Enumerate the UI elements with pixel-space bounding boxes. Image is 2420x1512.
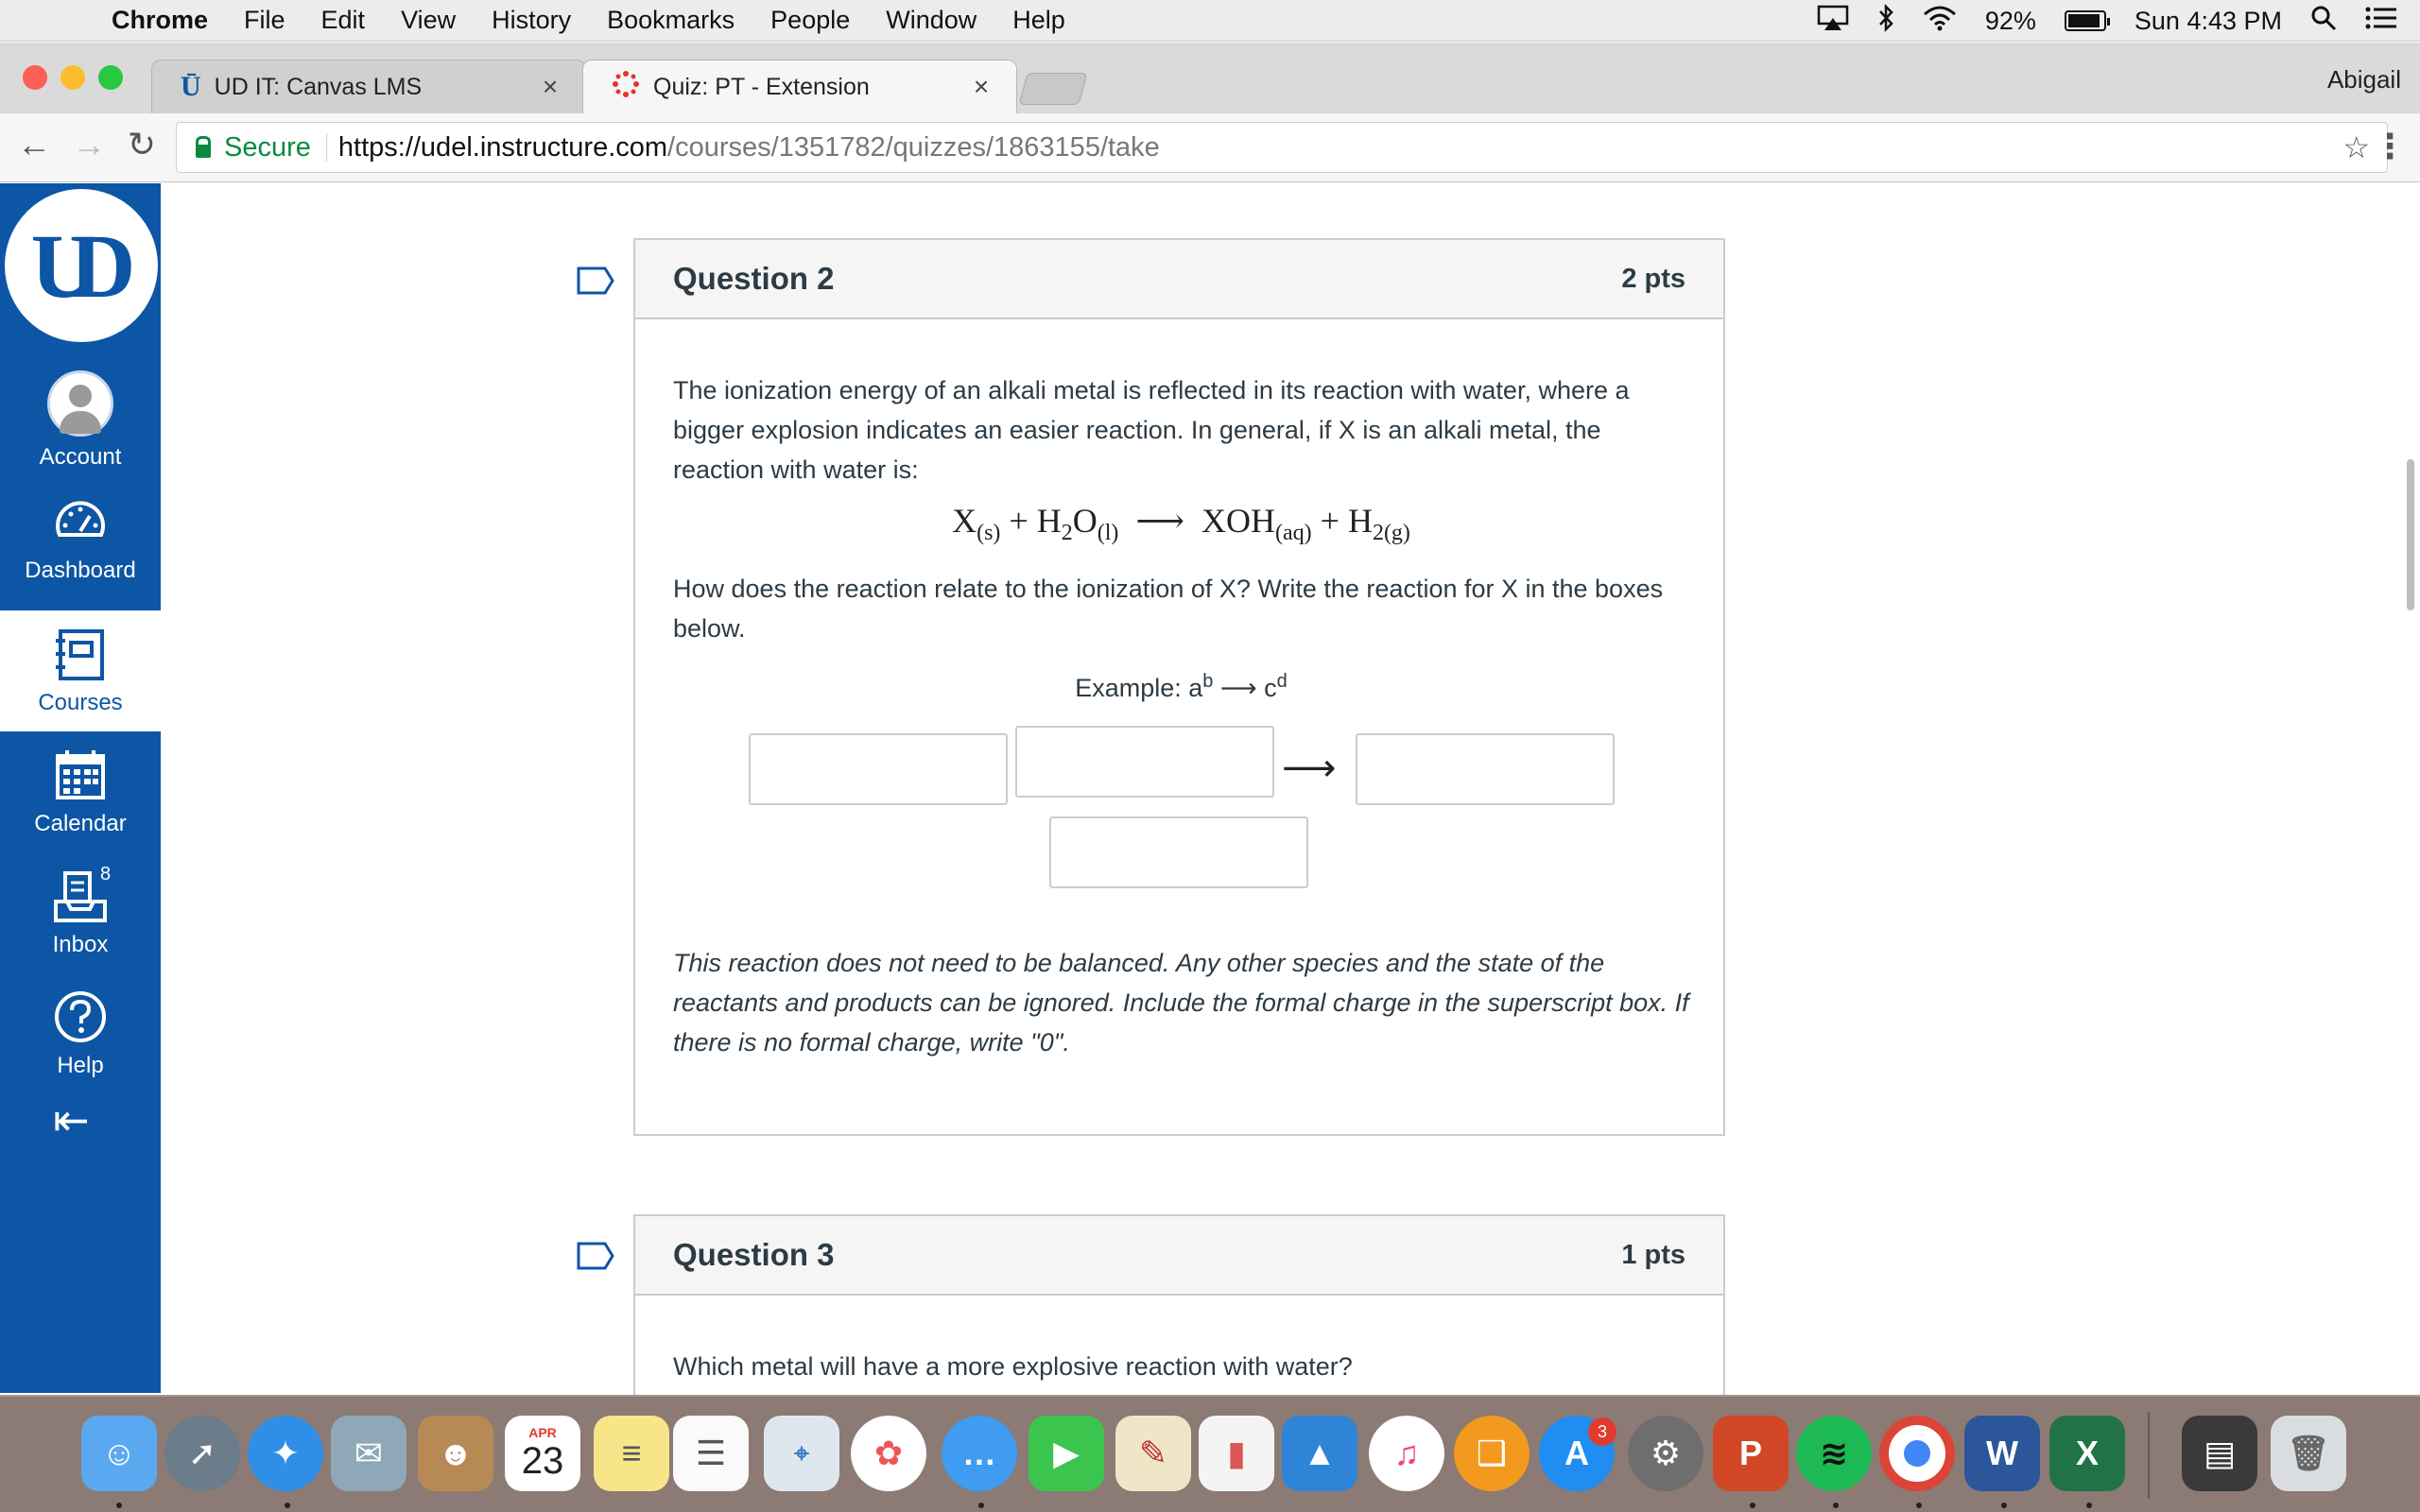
battery-icon[interactable] bbox=[2065, 10, 2106, 31]
spotify-icon[interactable]: ≋ bbox=[1796, 1416, 1872, 1491]
collapse-nav-icon[interactable]: ⇤ bbox=[53, 1095, 90, 1144]
running-indicator bbox=[2001, 1503, 2007, 1508]
reaction-equation: $X_{(s)} + H_2O_{(l)}$ ⟶ $XOH_{(aq)} + H_{2(g)}$ bbox=[952, 502, 1410, 546]
inbox-badge: 8 bbox=[100, 864, 112, 885]
window-minimize-button[interactable] bbox=[60, 65, 85, 90]
menu-file[interactable]: File bbox=[244, 6, 285, 34]
back-arrow-icon[interactable]: ← bbox=[17, 125, 51, 163]
nav-label: Courses bbox=[38, 690, 123, 715]
wifi-icon[interactable] bbox=[1923, 5, 1957, 38]
question-title: Question 2 bbox=[673, 261, 835, 296]
tab-close-icon[interactable]: × bbox=[973, 72, 990, 101]
finder-icon[interactable]: ☺ bbox=[81, 1416, 157, 1491]
menu-window[interactable]: Window bbox=[886, 6, 977, 34]
reminders-icon[interactable]: ☰ bbox=[673, 1416, 749, 1491]
flag-question-icon[interactable] bbox=[577, 1242, 614, 1270]
dock bbox=[0, 1395, 2420, 1512]
nav-courses[interactable] bbox=[0, 610, 161, 731]
itunes-icon[interactable]: ♫ bbox=[1369, 1416, 1444, 1491]
nav-calendar[interactable] bbox=[0, 731, 161, 852]
answer-box-product[interactable] bbox=[1356, 733, 1615, 805]
question-intro: The ionization energy of an alkali metal is reflected in its reaction with water, where a bigger explosion indicates an easier reaction. In general, if X is an alkali metal, the reaction with water is: bbox=[673, 376, 1630, 484]
tab-strip bbox=[0, 43, 2420, 113]
excel-icon[interactable]: X bbox=[2049, 1416, 2125, 1491]
photos-icon[interactable]: ✿ bbox=[851, 1416, 926, 1491]
running-indicator bbox=[1833, 1503, 1839, 1508]
nav-label: Account bbox=[39, 444, 122, 470]
question-3-card bbox=[633, 1214, 1725, 1403]
secure-label: Secure bbox=[224, 131, 311, 163]
menu-edit[interactable]: Edit bbox=[320, 6, 366, 34]
page-scrollbar[interactable] bbox=[2407, 459, 2414, 610]
maps-icon[interactable]: ⌖ bbox=[764, 1416, 839, 1491]
ud-favicon-icon: Ū bbox=[181, 71, 201, 102]
pages-icon[interactable]: ✎ bbox=[1115, 1416, 1191, 1491]
example-format: Example: $a^b$ ⟶ $c^d$ bbox=[1075, 671, 1288, 702]
running-indicator bbox=[978, 1503, 984, 1508]
help-icon bbox=[52, 988, 109, 1045]
safari-icon[interactable]: ✦ bbox=[248, 1416, 323, 1491]
dock-separator bbox=[2148, 1412, 2150, 1499]
ibooks-icon[interactable]: ❑ bbox=[1454, 1416, 1530, 1491]
running-indicator bbox=[285, 1503, 290, 1508]
keynote-icon[interactable]: ▲ bbox=[1282, 1416, 1357, 1491]
calendar-app-icon[interactable]: APR 23 bbox=[505, 1416, 580, 1491]
new-tab-button[interactable] bbox=[1018, 73, 1087, 105]
running-indicator bbox=[116, 1503, 122, 1508]
profile-name[interactable]: Abigail bbox=[2326, 65, 2401, 94]
window-close-button[interactable] bbox=[23, 65, 47, 90]
tab-canvas-lms[interactable] bbox=[151, 60, 586, 113]
lock-icon bbox=[196, 145, 211, 158]
nav-label: Help bbox=[57, 1053, 104, 1078]
running-indicator bbox=[2086, 1503, 2092, 1508]
nav-dashboard[interactable] bbox=[0, 478, 161, 599]
mail-stamp-icon[interactable]: ✉ bbox=[331, 1416, 406, 1491]
question-prompt: How does the reaction relate to the ionization of X? Write the reaction for X in the boxes below. bbox=[673, 575, 1664, 643]
bookmark-star-icon[interactable]: ☆ bbox=[2342, 130, 2370, 164]
system-preferences-icon[interactable]: ⚙ bbox=[1628, 1416, 1703, 1491]
battery-percent: 92% bbox=[1984, 6, 2036, 35]
answer-box-superscript-product[interactable] bbox=[1049, 816, 1308, 888]
contacts-icon[interactable]: ☻ bbox=[418, 1416, 493, 1491]
menu-people[interactable]: People bbox=[770, 6, 851, 34]
app-store-badge: 3 bbox=[1588, 1418, 1616, 1446]
airplay-icon[interactable] bbox=[1817, 5, 1849, 38]
reload-icon[interactable]: ↻ bbox=[127, 125, 157, 163]
ud-logo[interactable]: UD bbox=[5, 189, 158, 342]
url-host: https://udel.instructure.com bbox=[337, 131, 668, 163]
canvas-favicon-icon bbox=[612, 70, 640, 105]
question-header bbox=[635, 1216, 1723, 1296]
notes-icon[interactable]: ≡ bbox=[594, 1416, 669, 1491]
nav-account[interactable] bbox=[0, 353, 161, 474]
question-note: This reaction does not need to be balanced. Any other species and the state of the reactants and products can be ignored. Include the formal charge in the superscript box. If there is no formal charge, write "0". bbox=[673, 949, 1689, 1057]
account-avatar bbox=[47, 370, 113, 437]
tab-title: Quiz: PT - Extension bbox=[653, 73, 870, 100]
chrome-menu-icon[interactable]: ⋮ bbox=[2373, 127, 2407, 165]
question-header bbox=[635, 240, 1723, 319]
nav-label: Dashboard bbox=[25, 558, 136, 583]
courses-book-icon bbox=[52, 626, 109, 682]
reaction-arrow: ⟶ bbox=[1282, 747, 1337, 789]
flag-question-icon[interactable] bbox=[577, 266, 614, 295]
launchpad-icon[interactable]: ➚ bbox=[164, 1416, 240, 1491]
menu-history[interactable]: History bbox=[492, 6, 572, 34]
nav-label: Calendar bbox=[34, 811, 127, 836]
word-icon[interactable]: W bbox=[1964, 1416, 2040, 1491]
dashboard-gauge-icon bbox=[52, 493, 109, 550]
facetime-icon[interactable]: ▶ bbox=[1028, 1416, 1104, 1491]
menu-view[interactable]: View bbox=[401, 6, 457, 34]
clock[interactable]: Sun 4:43 PM bbox=[2134, 6, 2282, 35]
trash-icon[interactable]: 🗑 bbox=[2271, 1416, 2346, 1491]
question-title: Question 3 bbox=[673, 1237, 835, 1272]
calendar-icon bbox=[52, 747, 109, 803]
global-nav bbox=[0, 183, 161, 1393]
running-indicator bbox=[1750, 1503, 1755, 1508]
answer-box-superscript-reactant[interactable] bbox=[1015, 726, 1274, 798]
menu-bar bbox=[0, 0, 2420, 42]
menu-bookmarks[interactable]: Bookmarks bbox=[607, 6, 735, 34]
nav-label: Inbox bbox=[52, 932, 109, 957]
tab-close-icon[interactable]: × bbox=[542, 72, 559, 101]
app-store-icon[interactable]: A bbox=[1539, 1416, 1615, 1491]
chrome-icon[interactable] bbox=[1879, 1416, 1955, 1491]
powerpoint-icon[interactable]: P bbox=[1713, 1416, 1789, 1491]
notification-center-icon[interactable] bbox=[2365, 6, 2397, 37]
question-points: 1 pts bbox=[1621, 1239, 1685, 1270]
tab-quiz[interactable] bbox=[582, 60, 1017, 113]
tab-title: UD IT: Canvas LMS bbox=[214, 73, 423, 100]
menu-help[interactable]: Help bbox=[1012, 6, 1065, 34]
window-zoom-button[interactable] bbox=[98, 65, 123, 90]
bluetooth-icon[interactable] bbox=[1877, 4, 1894, 39]
answer-box-reactant[interactable] bbox=[749, 733, 1008, 805]
nav-inbox[interactable] bbox=[0, 852, 161, 973]
nav-help[interactable] bbox=[0, 973, 161, 1094]
question-prompt: Which metal will have a more explosive reaction with water? bbox=[673, 1352, 1353, 1381]
question-points: 2 pts bbox=[1621, 263, 1685, 294]
address-bar[interactable] bbox=[176, 122, 2388, 173]
downloads-stack-icon[interactable]: ▤ bbox=[2182, 1416, 2257, 1491]
url-path: /courses/1351782/quizzes/1863155/take bbox=[667, 131, 1160, 163]
separator bbox=[326, 133, 327, 162]
numbers-icon[interactable]: ▮ bbox=[1199, 1416, 1274, 1491]
messages-icon[interactable]: … bbox=[942, 1416, 1017, 1491]
browser-toolbar bbox=[0, 113, 2420, 182]
question-2-card bbox=[633, 238, 1725, 1136]
running-indicator bbox=[1916, 1503, 1922, 1508]
forward-arrow-icon[interactable]: → bbox=[72, 125, 106, 163]
spotlight-search-icon[interactable] bbox=[2310, 5, 2337, 38]
menu-app-name[interactable]: Chrome bbox=[112, 6, 209, 34]
